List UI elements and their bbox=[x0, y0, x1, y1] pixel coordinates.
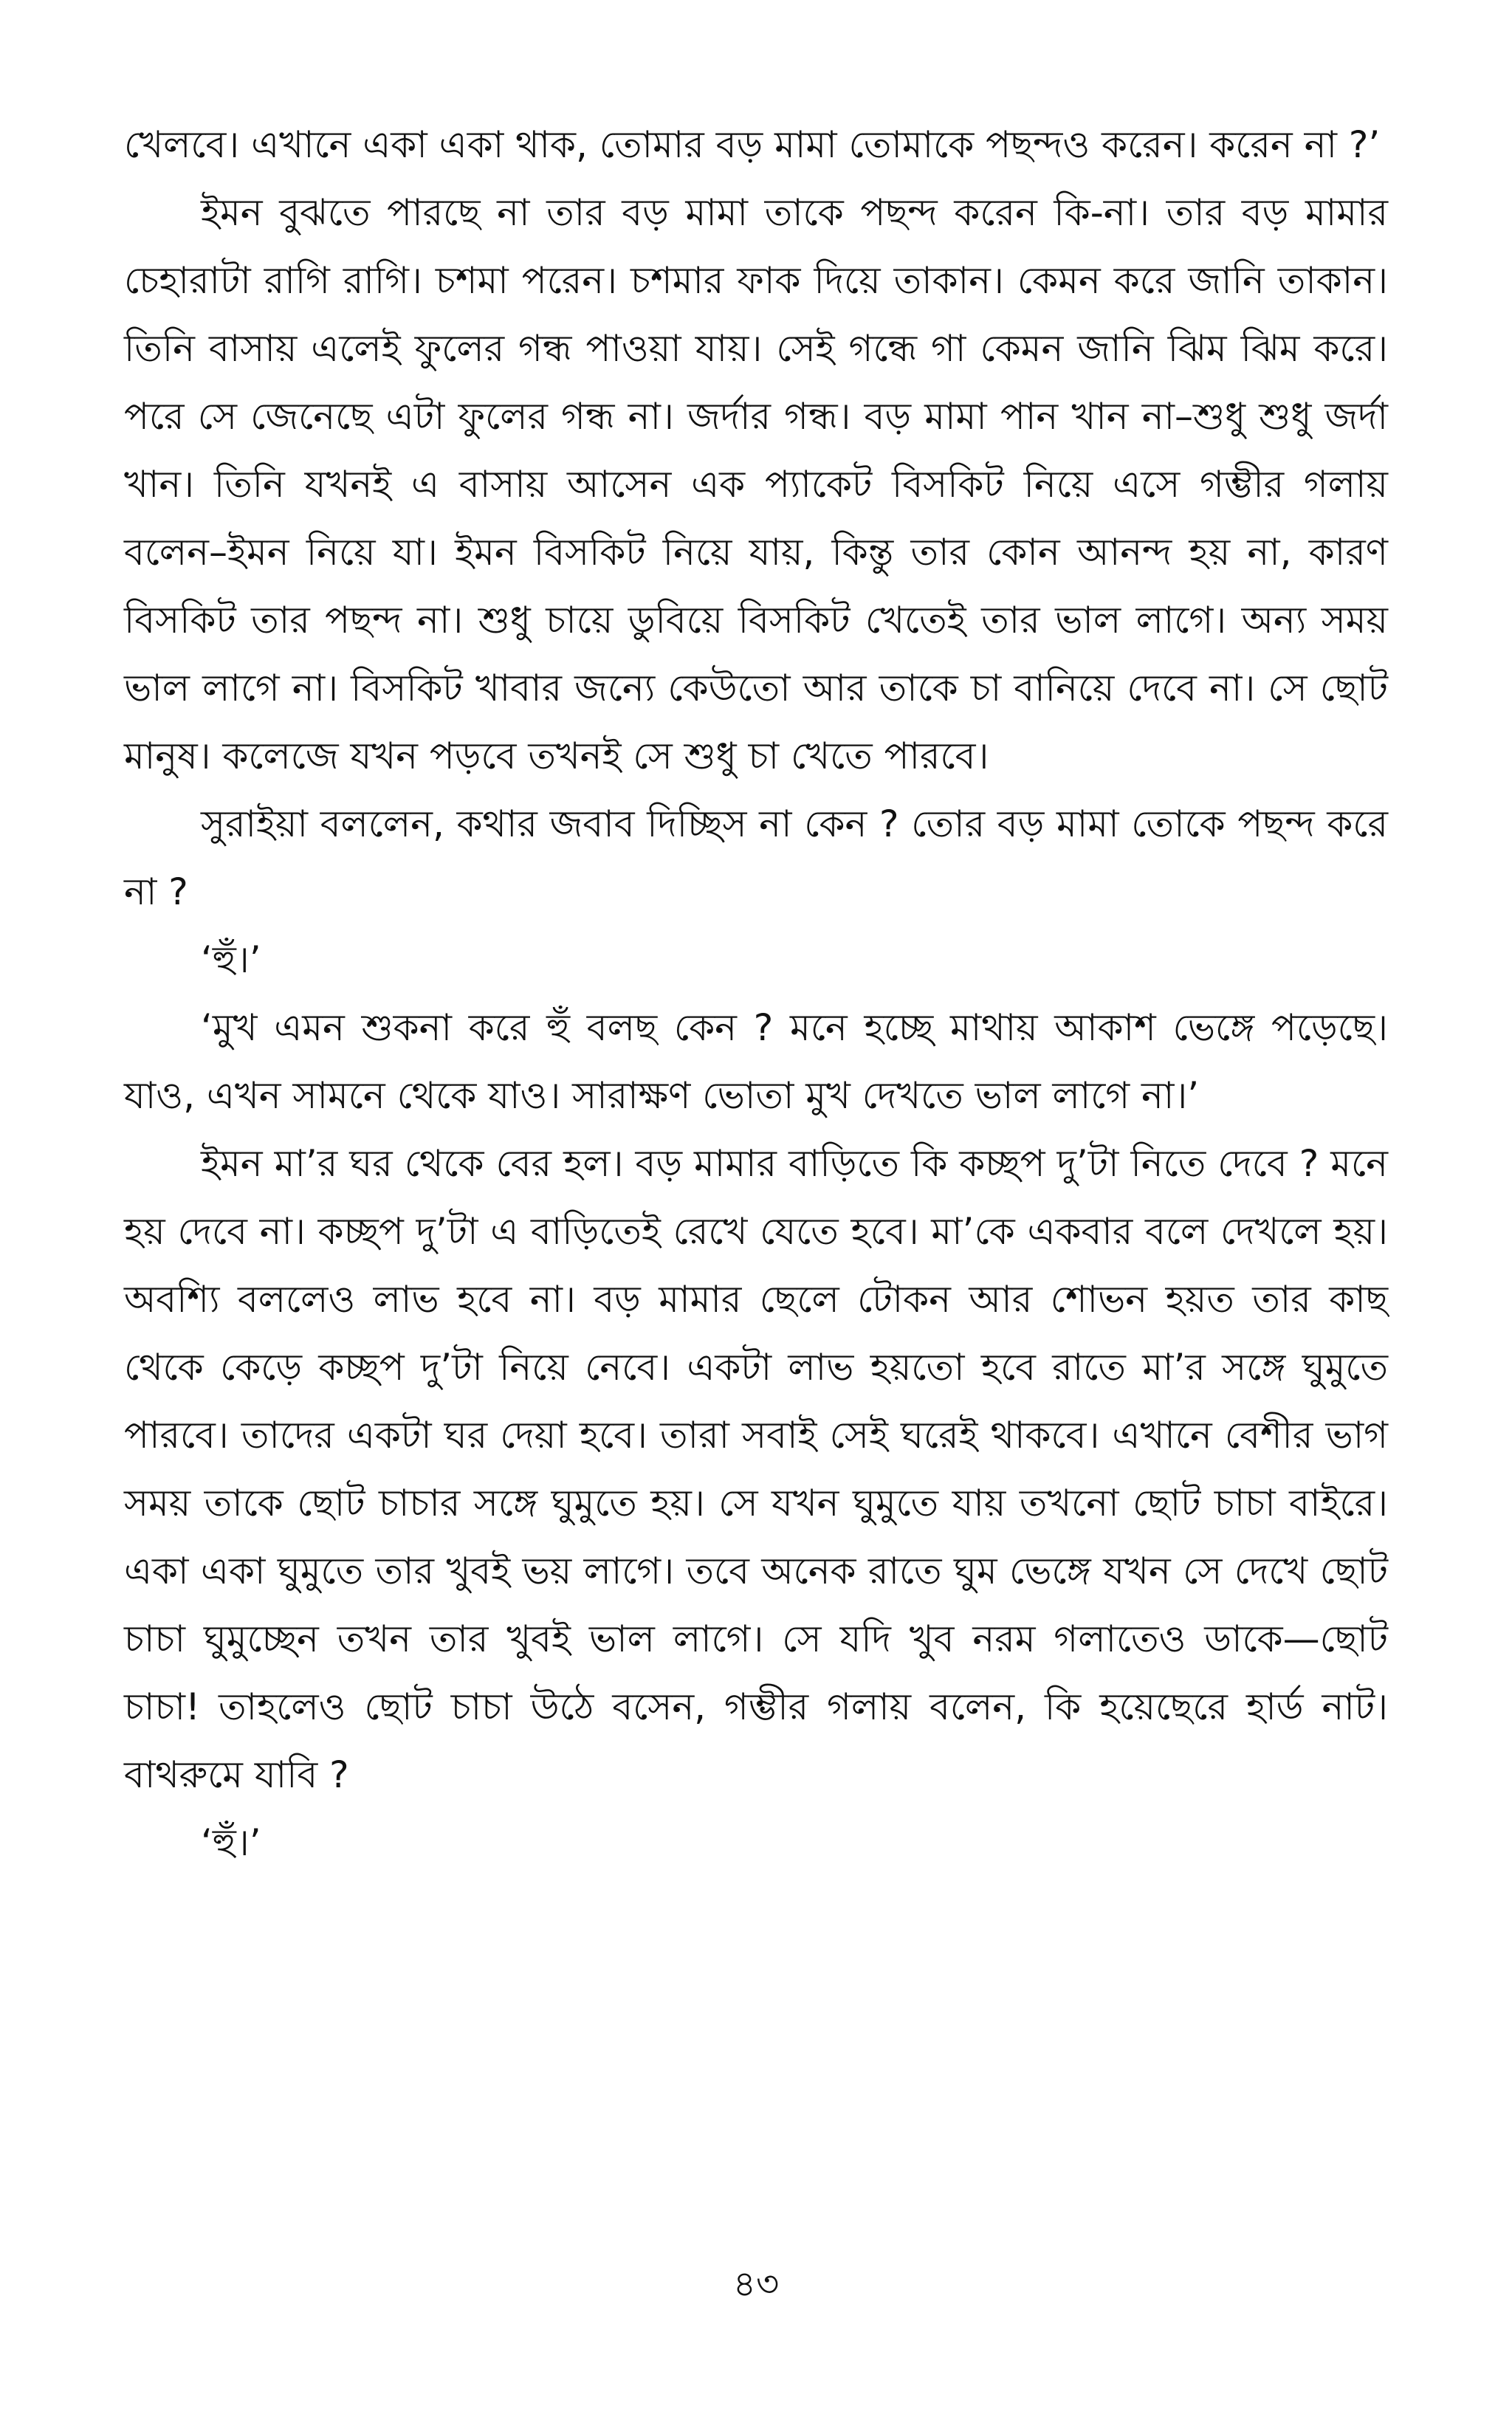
page-body bbox=[124, 111, 1388, 1877]
paragraph-6: ইমন মা’র ঘর থেকে বের হল। বড় মামার বাড়িতে কি কচ্ছপ দু’টা নিতে দেবে ? মনে হয় দেবে না। কচ্ছপ দু’টা এ বাড়িতেই রেখে যেতে হবে। মা’কে একবার বলে দেখলে হয়। অবশ্যি বললেও লাভ হবে না। বড় মামার ছেলে টোকন আর শোভন হয়ত তার কাছ থেকে কেড়ে কচ্ছপ দু’টা নিয়ে নেবে। একটা লাভ হয়তো হবে রাতে মা’র সঙ্গে ঘুমুতে পারবে। তাদের একটা ঘর দেয়া হবে। তারা সবাই সেই ঘরেই থাকবে। এখানে বেশীর ভাগ সময় তাকে ছোট চাচার সঙ্গে ঘুমুতে হয়। সে যখন ঘুমুতে যায় তখনো ছোট চাচা বাইরে। একা একা ঘুমুতে তার খুবই ভয় লাগে। তবে অনেক রাতে ঘুম ভেঙ্গে যখন সে দেখে ছোট চাচা ঘুমুচ্ছেন তখন তার খুবই ভাল লাগে। সে যদি খুব নরম গলাতেও ডাকে—ছোট চাচা! তাহলেও ছোট চাচা উঠে বসেন, গম্ভীর গলায় বলেন, কি হয়েছেরে হার্ড নাট। বাথরুমে যাবি ? bbox=[124, 1142, 1388, 1796]
page-number: ৪৩ bbox=[732, 2263, 780, 2305]
paragraph-2: ইমন বুঝতে পারছে না তার বড় মামা তাকে পছন্দ করেন কি-না। তার বড় মামার চেহারাটা রাগি রাগি। চশমা পরেন। চশমার ফাক দিয়ে তাকান। কেমন করে জানি তাকান। তিনি বাসায় এলেই ফুলের গন্ধ পাওয়া যায়। সেই গন্ধে গা কেমন জানি ঝিম ঝিম করে। পরে সে জেনেছে এটা ফুলের গন্ধ না। জর্দার গন্ধ। বড় মামা পান খান না–শুধু শুধু জর্দা খান। তিনি যখনই এ বাসায় আসেন এক প্যাকেট বিসকিট নিয়ে এসে গম্ভীর গলায় বলেন–ইমন নিয়ে যা। ইমন বিসকিট নিয়ে যায়, কিন্তু তার কোন আনন্দ হয় না, কারণ বিসকিট তার পছন্দ না। শুধু চায়ে ডুবিয়ে বিসকিট খেতেই তার ভাল লাগে। অন্য সময় ভাল লাগে না। বিসকিট খাবার জন্যে কেউতো আর তাকে চা বানিয়ে দেবে না। সে ছোট মানুষ। কলেজে যখন পড়বে তখনই সে শুধু চা খেতে পারবে। bbox=[124, 191, 1388, 777]
paragraph-7: ‘হুঁ।’ bbox=[201, 1821, 261, 1864]
paragraph-4: ‘হুঁ।’ bbox=[201, 938, 261, 981]
paragraph-1: খেলবে। এখানে একা একা থাক, তোমার বড় মামা তোমাকে পছন্দও করেন। করেন না ?’ bbox=[124, 123, 1381, 166]
paragraph-5: ‘মুখ এমন শুকনা করে হুঁ বলছ কেন ? মনে হচ্ছে মাথায় আকাশ ভেঙ্গে পড়েছে। যাও, এখন সামনে থেকে যাও। সারাক্ষণ ভোতা মুখ দেখতে ভাল লাগে না।’ bbox=[124, 1006, 1388, 1117]
paragraph-3: সুরাইয়া বললেন, কথার জবাব দিচ্ছিস না কেন ? তোর বড় মামা তোকে পছন্দ করে না ? bbox=[124, 802, 1388, 913]
